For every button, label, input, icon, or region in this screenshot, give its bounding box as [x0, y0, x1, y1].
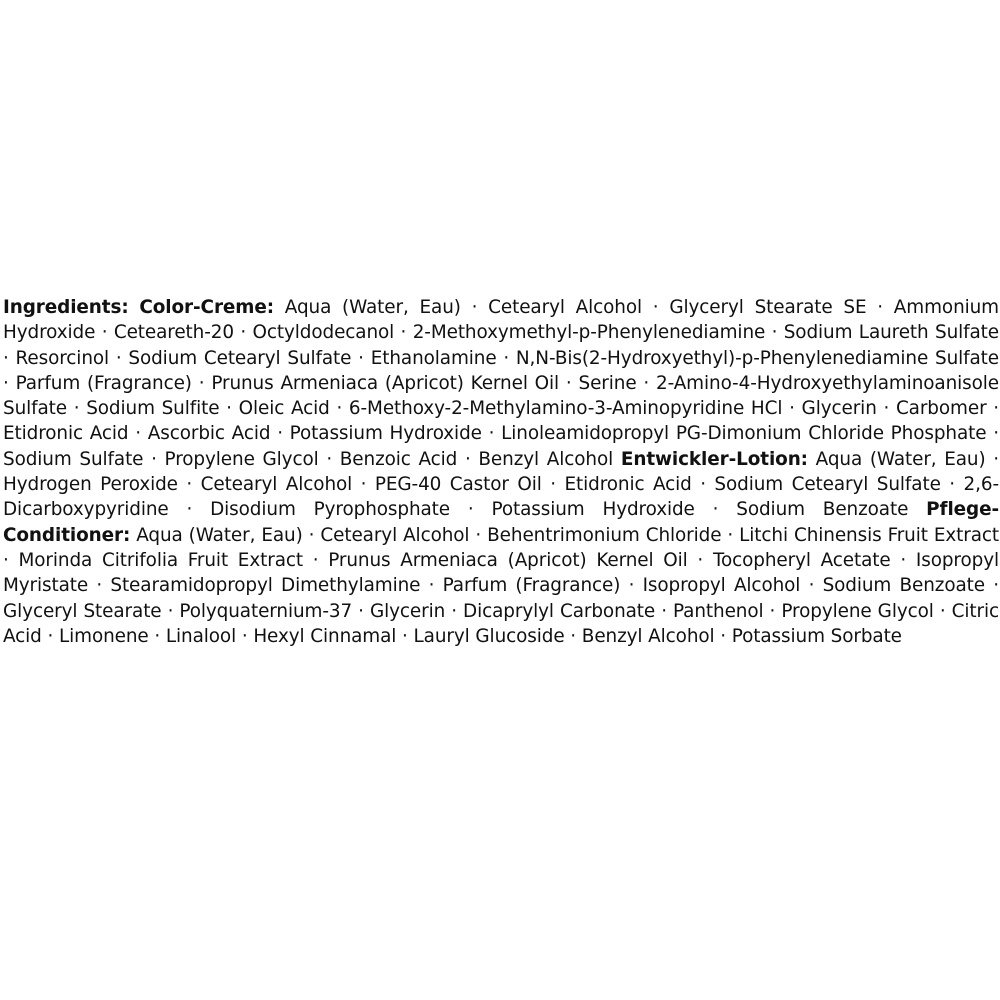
entwickler-lotion-ingredients: Aqua (Water, Eau) · Hydrogen Peroxide · Cetearyl Alcohol · PEG-40 Castor Oil · Etidronic Acid · Sodium Cetearyl Sulfate · 2,6-Dicarboxypyridine · Disodium Pyrophosphate · Potassium Hydroxide · Sodium Benzoate [3, 448, 1000, 521]
pflege-conditioner-label: Pflege-Conditioner: [3, 499, 999, 546]
color-creme-ingredients: Aqua (Water, Eau) · Cetearyl Alcohol · Glyceryl Stearate SE · Ammonium Hydroxide · Ceteareth-20 · Octyldodecanol · 2-Methoxymethyl-p-Phenylenediamine · Sodium Laureth Sulfate · Resorcinol · Sodium Cetearyl Sulfate · Ethanolamine · N,N-Bis(2-Hydroxyethyl)-p-Phenylenediamine Sulfate · Parfum (Fragrance) · Prunus Armeniaca (Apricot) Kernel Oil · Serine · 2-Amino-4-Hydroxyethylaminoanisole Sulfate · Sodium Sulfite · Oleic Acid · 6-Methoxy-2-Methylamino-3-Aminopyridine HCl · Glycerin · Carbomer · Etidronic Acid · Ascorbic Acid · Potassium Hydroxide · Linoleamidopropyl PG-Dimonium Chloride Phosphate · Sodium Sulfate · Propylene Glycol · Benzoic Acid · Benzyl Alcohol [3, 297, 1000, 470]
color-creme-label: Color-Creme: [139, 297, 274, 318]
ingredients-heading: Ingredients: [3, 297, 129, 318]
pflege-conditioner-ingredients: Aqua (Water, Eau) · Cetearyl Alcohol · Behentrimonium Chloride · Litchi Chinensis Fruit Extract · Morinda Citrifolia Fruit Extract · Prunus Armeniaca (Apricot) Kernel Oil · Tocopheryl Acetate · Isopropyl Myristate · Stearamidopropyl Dimethylamine · Parfum (Fragrance) · Isopropyl Alcohol · Sodium Benzoate · Glyceryl Stearate · Polyquaternium-37 · Glycerin · Dicaprylyl Carbonate · Panthenol · Propylene Glycol · Citric Acid · Limonene · Linalool · Hexyl Cinnamal · Lauryl Glucoside · Benzyl Alcohol · Potassium Sorbate [3, 524, 1000, 647]
ingredients-list [3, 295, 999, 649]
entwickler-lotion-label: Entwickler-Lotion: [620, 448, 808, 470]
